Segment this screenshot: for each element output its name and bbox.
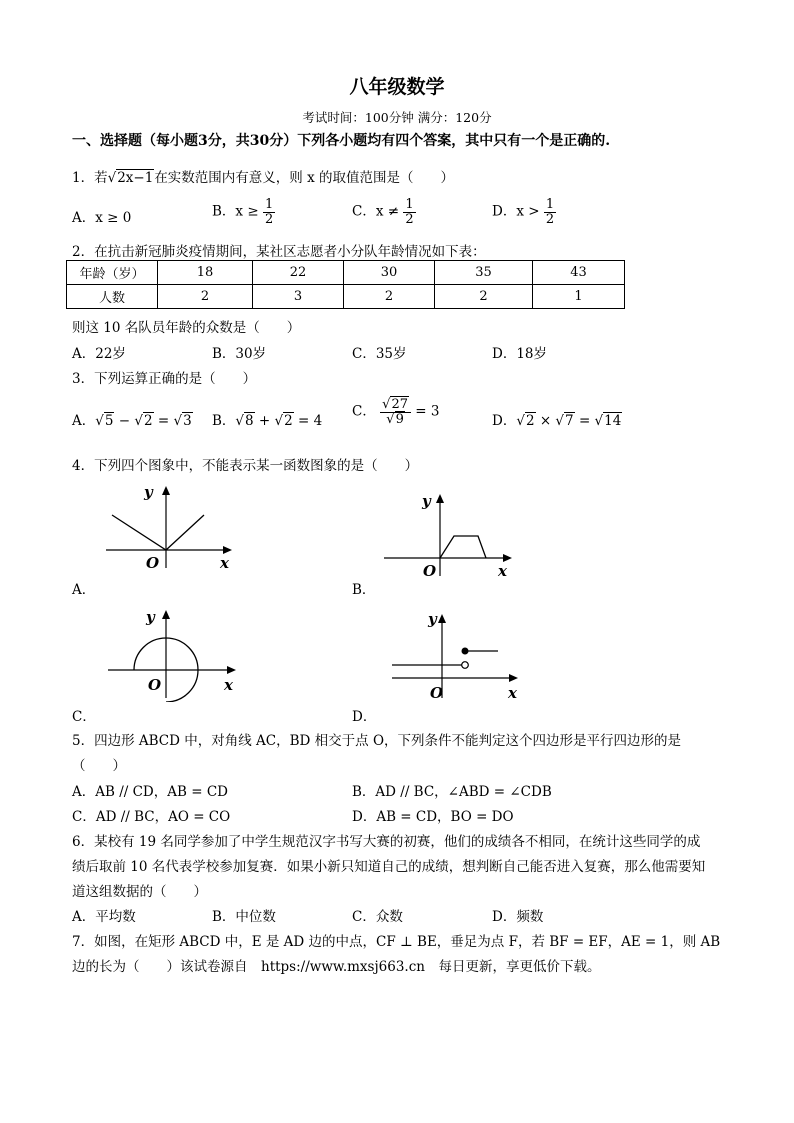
table-cell: 3: [253, 285, 344, 309]
x-axis-arrow: [223, 546, 232, 554]
operator: −: [118, 413, 131, 429]
table-cell: 30: [344, 261, 435, 285]
question-7-line-1: 7．如图，在矩形 ABCD 中，E 是 AD 边的中点，CF ⊥ BE，垂足为点 F，若 BF = EF，AE = 1，则 AB: [72, 934, 721, 950]
table-cell: 43: [533, 261, 625, 285]
y-axis-arrow: [438, 614, 446, 623]
question-7-line-2: 边的长为（ ）该试卷源自 https://www.mxsj663.cn 每日更新，享更低价下载。: [72, 959, 601, 975]
function-curve: [112, 515, 204, 550]
y-label: y: [144, 483, 153, 501]
q2-option-d: D．18岁: [492, 346, 548, 362]
question-6-line-3: 道这组数据的（ ）: [72, 884, 207, 900]
radicand: 3: [183, 413, 192, 429]
origin-label: O: [148, 676, 162, 694]
x-label: x: [498, 562, 507, 580]
table-header-cell: 人数: [67, 285, 158, 309]
table-cell: 2: [158, 285, 253, 309]
denominator: 2: [405, 211, 414, 227]
table-cell: 2: [435, 285, 533, 309]
graph-b-label: B．: [352, 582, 376, 598]
x-label: x: [224, 676, 233, 694]
origin-label: O: [423, 562, 437, 580]
graph-d-label: D．: [352, 709, 377, 725]
q1-suffix: 在实数范围内有意义，则 x 的取值范围是（ ）: [154, 170, 455, 186]
q6-option-b: B．中位数: [212, 909, 276, 925]
q2-option-c: C．35岁: [352, 346, 407, 362]
y-label: y: [422, 492, 431, 510]
radicand: 27: [391, 397, 408, 412]
q3-option-c: [352, 398, 439, 426]
operator: = 4: [298, 413, 323, 429]
operator: =: [578, 413, 591, 429]
q5-option-b: B．AD // BC，∠ABD = ∠CDB: [352, 784, 552, 800]
q1-option-a: [72, 206, 131, 226]
denominator: 2: [264, 211, 274, 227]
y-axis-arrow: [162, 610, 170, 619]
graph-a: [96, 480, 246, 576]
radicand: 8: [245, 413, 254, 429]
radicand: 2: [525, 413, 535, 429]
q2-option-b: B．30岁: [212, 346, 267, 362]
table-cell: 22: [253, 261, 344, 285]
function-curve: [440, 536, 486, 558]
q1-option-c: [352, 198, 416, 226]
section-heading: 一、选择题（每小题3分，共30分）下列各小题均有四个答案，其中只有一个是正确的.: [72, 133, 611, 149]
sqrt-symbol: √: [107, 170, 117, 186]
numerator: 1: [264, 197, 274, 212]
option-label: A．: [72, 210, 96, 226]
q5-option-d: D．AB = CD，BO = DO: [352, 809, 514, 825]
q3-option-a: A．√5 − √2 = √3: [72, 413, 192, 429]
graph-d: [386, 608, 526, 702]
closed-point: [462, 648, 469, 655]
fraction: [380, 398, 411, 426]
option-value: x ≥ 0: [95, 210, 132, 226]
open-point: [462, 662, 469, 669]
origin-label: O: [146, 554, 160, 572]
question-6-line-1: 6．某校有 19 名同学参加了中学生规范汉字书写大赛的初赛，他们的成绩各不相同，在统计这些同学的成: [72, 834, 701, 850]
radicand: 7: [565, 413, 574, 429]
q2-question: 则这 10 名队员年龄的众数是（ ）: [72, 320, 301, 336]
origin-label: O: [430, 684, 444, 702]
y-label: y: [146, 608, 155, 626]
graph-c-label: C．: [72, 709, 96, 725]
denominator: √9: [386, 411, 404, 427]
exam-info: 考试时间：100分钟 满分：120分: [302, 110, 492, 125]
option-label: B．: [212, 413, 236, 429]
question-4-stem: 4．下列四个图象中，不能表示某一函数图象的是（ ）: [72, 458, 419, 474]
q6-option-a: A．平均数: [72, 909, 136, 925]
operator: =: [157, 413, 170, 429]
graph-b: [374, 490, 524, 582]
q3-option-b: B．√8 + √2 = 4: [212, 413, 323, 429]
q6-option-c: C．众数: [352, 909, 403, 925]
q5-option-a: A．AB // CD，AB = CD: [72, 784, 228, 800]
q3-option-d: D．√2 × √7 = √14: [492, 413, 622, 429]
question-5-stem: 5．四边形 ABCD 中，对角线 AC，BD 相交于点 O，下列条件不能判定这个四边形是平行四边形的是: [72, 733, 682, 749]
x-axis-arrow: [503, 554, 512, 562]
option-label: A．: [72, 413, 96, 429]
fraction: [403, 198, 415, 226]
table-cell: 35: [435, 261, 533, 285]
fraction: [544, 198, 556, 226]
operator: = 3: [415, 403, 440, 420]
q5-blank: （ ）: [72, 758, 126, 774]
question-1-stem: [72, 166, 454, 186]
radicand: 9: [395, 411, 404, 427]
table-cell: 18: [158, 261, 253, 285]
y-axis-arrow: [162, 486, 170, 495]
x-axis-arrow: [509, 674, 518, 682]
q1-option-b: [212, 198, 275, 226]
y-label: y: [428, 610, 437, 628]
x-label: x: [508, 684, 517, 702]
table-cell: 2: [344, 285, 435, 309]
radicand: 5: [104, 413, 114, 429]
table-row: [67, 261, 625, 285]
option-label: D．: [492, 413, 517, 429]
option-label: B．: [212, 203, 236, 220]
option-label: C．: [352, 203, 376, 220]
q1-prefix: 1．若: [72, 170, 108, 186]
y-axis-arrow: [436, 494, 444, 503]
operator: +: [258, 413, 271, 429]
option-value: x ≥: [235, 203, 259, 220]
page-title: 八年级数学: [349, 76, 445, 98]
age-table: [66, 260, 625, 309]
numerator: 1: [405, 197, 414, 212]
numerator: √27: [380, 398, 411, 413]
q6-option-d: D．频数: [492, 909, 544, 925]
operator: ×: [539, 413, 552, 429]
q5-option-c: C．AD // BC，AO = CO: [72, 809, 231, 825]
graph-a-label: A．: [72, 582, 96, 598]
q1-radicand: 2x−1: [117, 170, 154, 186]
x-axis-arrow: [227, 666, 236, 674]
option-label: C．: [352, 403, 376, 420]
q2-option-a: A．22岁: [72, 346, 126, 362]
graph-c: [100, 604, 250, 702]
table-cell: 1: [533, 285, 625, 309]
table-row: [67, 285, 625, 309]
radicand: 2: [284, 413, 293, 429]
question-2-stem: 2．在抗击新冠肺炎疫情期间，某社区志愿者小分队年龄情况如下表：: [72, 244, 486, 260]
table-header-cell: 年龄（岁）: [67, 261, 158, 285]
x-label: x: [220, 554, 229, 572]
option-value: x >: [516, 203, 540, 220]
q1-option-d: [492, 198, 556, 226]
option-label: D．: [492, 203, 517, 220]
numerator: 1: [545, 197, 555, 212]
radicand: 2: [143, 413, 153, 429]
question-3-stem: 3．下列运算正确的是（ ）: [72, 371, 257, 387]
fraction: [263, 198, 275, 226]
denominator: 2: [545, 211, 555, 227]
option-value: x ≠: [375, 203, 400, 220]
radicand: 14: [604, 413, 622, 429]
question-6-line-2: 绩后取前 10 名代表学校参加复赛．如果小新只知道自己的成绩，想判断自己能否进入复赛，那么他需要知: [72, 859, 706, 875]
